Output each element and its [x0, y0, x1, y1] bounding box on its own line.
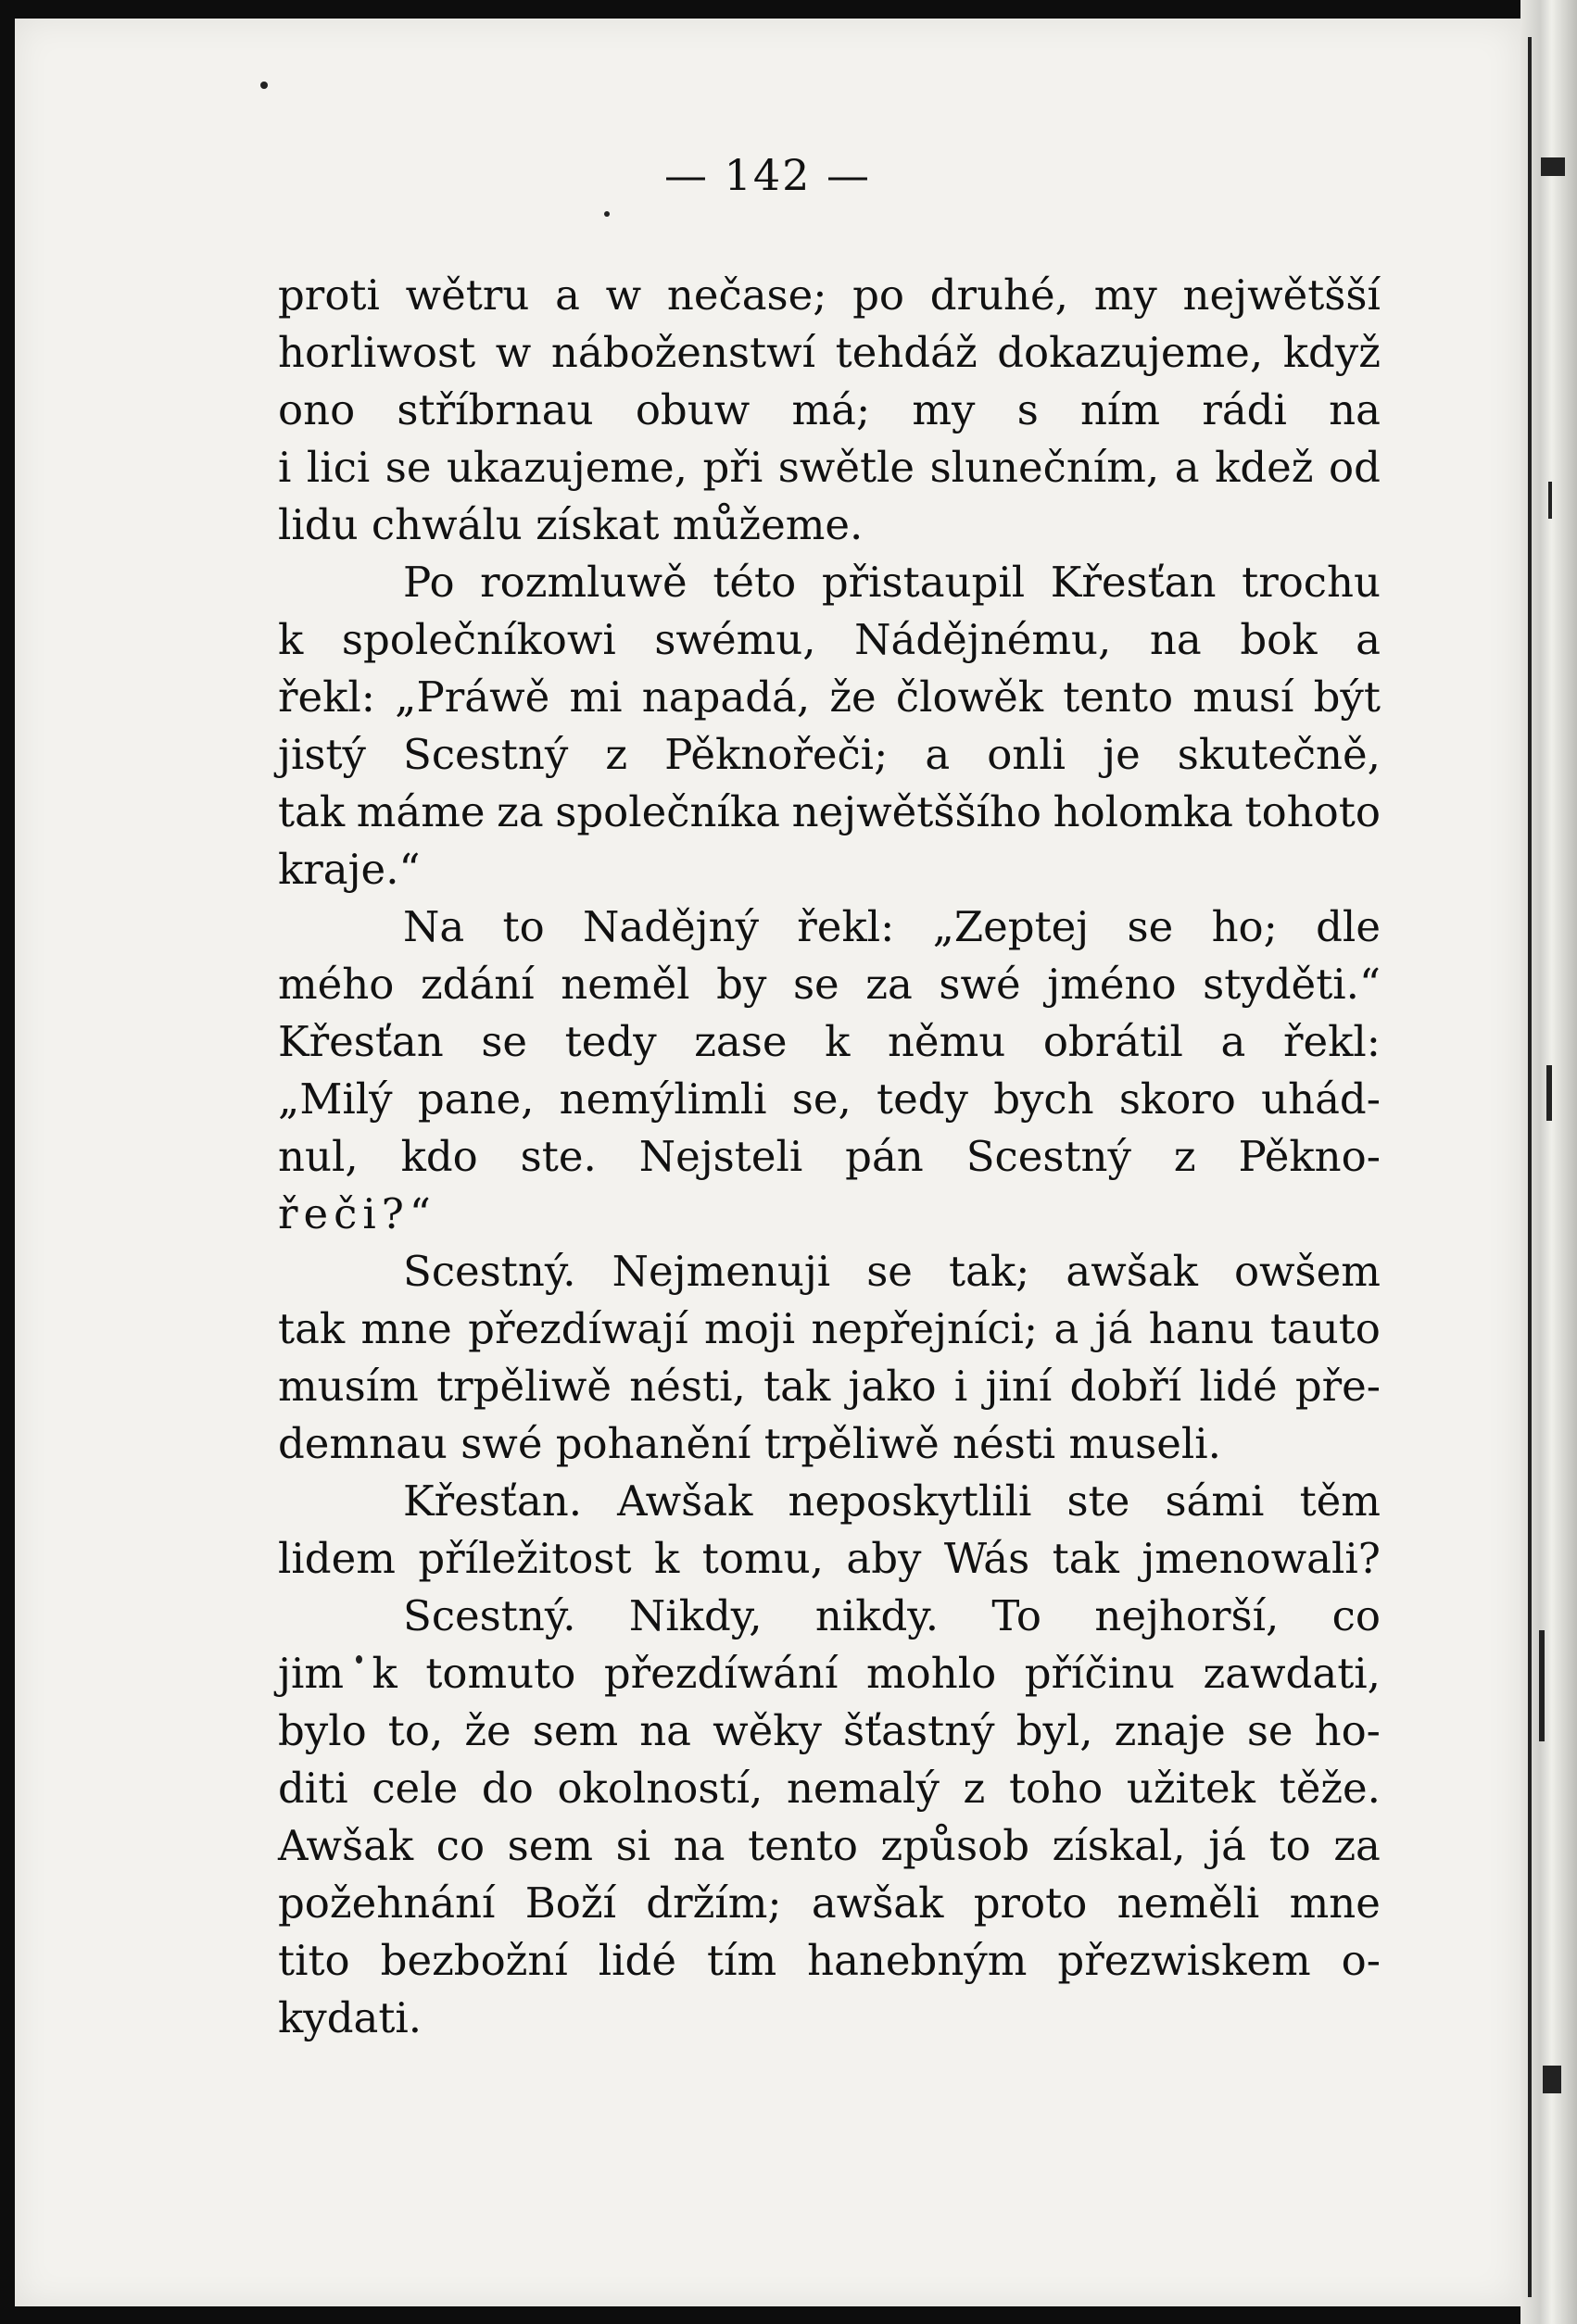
word: přezdíwají: [468, 1304, 688, 1353]
word: sámi: [1165, 1476, 1265, 1526]
word: Pěkno-: [1238, 1132, 1381, 1181]
text-line: [278, 1415, 1381, 1473]
word: Nadějný: [583, 902, 759, 951]
word: byl,: [1016, 1706, 1093, 1755]
word: Scestný: [403, 730, 569, 779]
word: Křesťan: [1050, 558, 1217, 607]
word: my: [912, 385, 976, 434]
text-line: [278, 1243, 1381, 1300]
word: Po: [403, 558, 455, 607]
word: držím;: [646, 1878, 782, 1928]
text-line: [278, 1702, 1381, 1760]
word: Wás: [943, 1534, 1030, 1583]
word: k: [278, 615, 304, 664]
word: ho-: [1314, 1706, 1381, 1755]
word: tohoto: [1244, 787, 1381, 836]
word: nepřejníci;: [811, 1304, 1039, 1353]
word: bych: [993, 1074, 1094, 1124]
word: w: [495, 328, 532, 377]
word: tak: [278, 1304, 346, 1353]
word: bezbožní: [380, 1936, 568, 1985]
word: pře-: [1294, 1362, 1381, 1411]
word: když: [1282, 328, 1381, 377]
word: z: [605, 730, 628, 779]
word: owšem: [1233, 1247, 1381, 1296]
word: jim: [278, 1649, 345, 1698]
page-edge-strip: [1520, 0, 1577, 2324]
text-line: [278, 324, 1381, 382]
text-line-content: lidu chwálu získat můžeme.: [278, 500, 864, 549]
word: musí: [1192, 672, 1294, 722]
word: jako: [848, 1362, 937, 1411]
word: těže.: [1279, 1764, 1381, 1813]
word: tauto: [1269, 1304, 1381, 1353]
word: nul,: [278, 1132, 359, 1181]
word: by: [716, 960, 767, 1009]
word: tento: [1063, 672, 1174, 722]
word: tak: [763, 1362, 831, 1411]
word: šťastný: [842, 1706, 995, 1755]
word: se: [866, 1247, 913, 1296]
word: trpěliwě: [436, 1362, 612, 1411]
word: znaje: [1114, 1706, 1226, 1755]
word: Pěknořeči;: [664, 730, 889, 779]
word: bok: [1240, 615, 1318, 664]
word: swé: [939, 960, 1021, 1009]
word: já: [1208, 1821, 1246, 1870]
word: za: [497, 787, 544, 836]
word: wětru: [405, 270, 530, 320]
text-line: [278, 1358, 1381, 1415]
word: wěky: [713, 1706, 822, 1755]
word: náboženstwí: [550, 328, 816, 377]
word: diti: [278, 1764, 348, 1813]
word: této: [713, 558, 797, 607]
word: i: [953, 1362, 968, 1411]
edge-line: [1528, 37, 1532, 2297]
word: neposkytlili: [788, 1476, 1032, 1526]
word: proto: [973, 1878, 1088, 1928]
word: na: [673, 1821, 725, 1870]
word: nikdy.: [814, 1591, 940, 1640]
word: jméno: [1047, 960, 1177, 1009]
word: já: [1094, 1304, 1133, 1353]
text-line: [278, 554, 1381, 611]
word: trochu: [1242, 558, 1381, 607]
word: bylo: [278, 1706, 367, 1755]
word: a: [1356, 615, 1381, 664]
word: se: [385, 443, 432, 492]
word: sem: [532, 1706, 619, 1755]
text-line-content: kraje.“: [278, 845, 421, 894]
word: nemýlimli: [559, 1074, 767, 1124]
word: člowěk: [895, 672, 1043, 722]
word: nejhorší,: [1094, 1591, 1280, 1640]
word: němu: [887, 1017, 1006, 1066]
word: Scestný: [965, 1132, 1131, 1181]
word: „Práwě: [395, 672, 550, 722]
word: se: [1127, 902, 1174, 951]
word: zawdati,: [1203, 1649, 1381, 1698]
word: společníka: [555, 787, 780, 836]
word: na: [1329, 385, 1381, 434]
word: „Milý: [278, 1074, 393, 1124]
word: musím: [278, 1362, 419, 1411]
word: lidem: [278, 1534, 396, 1583]
text-line: [278, 1990, 1381, 2047]
word: o-: [1341, 1936, 1381, 1985]
word: k: [654, 1534, 680, 1583]
word: ho;: [1211, 902, 1278, 951]
word: dobří: [1069, 1362, 1182, 1411]
word: řekl:: [797, 902, 895, 951]
word: to: [1268, 1821, 1311, 1870]
word: proti: [278, 270, 380, 320]
word: uhád-: [1261, 1074, 1381, 1124]
word: nemalý: [786, 1764, 940, 1813]
word: mohlo: [865, 1649, 997, 1698]
word: stříbrnau: [397, 385, 594, 434]
word: pán: [845, 1132, 924, 1181]
word: nésti,: [629, 1362, 746, 1411]
text-line-content: kydati.: [278, 1993, 423, 2042]
word: hanu: [1148, 1304, 1255, 1353]
word: Nejsteli: [638, 1132, 803, 1181]
word: od: [1328, 443, 1381, 492]
word: za: [865, 960, 913, 1009]
word: co: [1331, 1591, 1381, 1640]
word: zdání: [420, 960, 535, 1009]
word: nejwětššího: [791, 787, 1042, 836]
word: swětle: [777, 443, 915, 492]
word: napadá,: [641, 672, 811, 722]
word: tak;: [948, 1247, 1030, 1296]
word: Na: [403, 902, 465, 951]
text-line: [278, 669, 1381, 726]
word: přezwiskem: [1057, 1936, 1311, 1985]
word: Nádějnému,: [854, 615, 1112, 664]
word: tak: [278, 787, 346, 836]
word: Scestný.: [403, 1591, 576, 1640]
word: tomuto: [425, 1649, 576, 1698]
edge-mark: [1539, 1630, 1545, 1741]
word: po: [852, 270, 905, 320]
word: příčinu: [1024, 1649, 1175, 1698]
word: moji: [704, 1304, 796, 1353]
word: Boží: [524, 1878, 616, 1928]
word: styděti.“: [1203, 960, 1381, 1009]
word: my: [1093, 270, 1157, 320]
word: při: [702, 443, 763, 492]
word: tehdáž: [835, 328, 978, 377]
word: k: [372, 1649, 397, 1698]
word: a: [1174, 443, 1200, 492]
word: i: [278, 443, 292, 492]
word: Křesťan.: [403, 1476, 583, 1526]
word: se,: [791, 1074, 852, 1124]
word: obuw: [635, 385, 751, 434]
word: ukazujeme,: [447, 443, 688, 492]
word: nejwětšší: [1182, 270, 1381, 320]
text-line-content: řeči?“: [278, 1189, 436, 1238]
body-text: [278, 267, 1381, 2047]
word: požehnání: [278, 1878, 496, 1928]
word: tomu,: [701, 1534, 824, 1583]
text-line: [278, 898, 1381, 956]
word: jmenowali?: [1142, 1534, 1381, 1583]
word: to,: [387, 1706, 444, 1755]
text-line-content: demnau swé pohanění trpěliwě nésti museli.: [278, 1419, 1221, 1468]
book-page: [15, 19, 1520, 2306]
word: ste: [1066, 1476, 1130, 1526]
word: mého: [278, 960, 395, 1009]
word: má;: [791, 385, 871, 434]
word: okolností,: [557, 1764, 763, 1813]
word: z: [1173, 1132, 1196, 1181]
text-line: [278, 1473, 1381, 1530]
word: neměli: [1117, 1878, 1260, 1928]
word: je: [1103, 730, 1141, 779]
text-line: [278, 1071, 1381, 1128]
word: swému,: [654, 615, 816, 664]
word: lidé: [598, 1936, 676, 1985]
word: sem: [507, 1821, 594, 1870]
word: mne: [1289, 1878, 1381, 1928]
word: slunečním,: [929, 443, 1160, 492]
text-line: [278, 1817, 1381, 1875]
word: s: [1016, 385, 1039, 434]
word: k: [825, 1017, 851, 1066]
text-line: [278, 267, 1381, 324]
word: a: [1053, 1304, 1079, 1353]
word: lici: [306, 443, 371, 492]
word: Křesťan: [278, 1017, 444, 1066]
word: neměl: [561, 960, 690, 1009]
word: mi: [569, 672, 623, 722]
word: na: [1149, 615, 1202, 664]
text-line: [278, 1300, 1381, 1358]
word: do: [481, 1764, 534, 1813]
word: za: [1333, 1821, 1381, 1870]
word: aby: [846, 1534, 922, 1583]
edge-mark: [1548, 482, 1552, 519]
word: druhé,: [929, 270, 1068, 320]
text-line: [278, 496, 1381, 554]
text-line: [278, 1013, 1381, 1071]
word: toho: [1008, 1764, 1104, 1813]
word: hanebným: [807, 1936, 1028, 1985]
word: tento: [748, 1821, 858, 1870]
word: To: [991, 1591, 1042, 1640]
word: se: [481, 1017, 528, 1066]
text-line: [278, 1128, 1381, 1186]
word: to: [502, 902, 545, 951]
word: že: [464, 1706, 511, 1755]
word: Nikdy,: [628, 1591, 763, 1640]
word: těm: [1299, 1476, 1381, 1526]
word: dokazujeme,: [997, 328, 1264, 377]
word: přezdíwání: [603, 1649, 839, 1698]
word: a: [925, 730, 951, 779]
word: rozmluwě: [480, 558, 688, 607]
word: ono: [278, 385, 356, 434]
word: nečase;: [666, 270, 827, 320]
word: být: [1313, 672, 1381, 722]
text-line: [278, 1932, 1381, 1990]
text-line: [278, 956, 1381, 1013]
text-line: [278, 1760, 1381, 1817]
word: přistaupil: [821, 558, 1026, 607]
edge-mark: [1546, 1065, 1552, 1121]
word: způsob: [880, 1821, 1030, 1870]
word: Awšak: [617, 1476, 753, 1526]
word: rádi: [1202, 385, 1287, 434]
text-line: [278, 1588, 1381, 1645]
word: ste.: [520, 1132, 597, 1181]
word: pane,: [417, 1074, 535, 1124]
word: awšak: [811, 1878, 944, 1928]
text-line: [278, 1645, 1381, 1702]
edge-mark: [1543, 2066, 1561, 2093]
word: horliwost: [278, 328, 476, 377]
word: Scestný.: [403, 1247, 576, 1296]
word: tito: [278, 1936, 350, 1985]
word: tím: [706, 1936, 777, 1985]
text-line: [278, 1875, 1381, 1932]
word: tedy: [564, 1017, 657, 1066]
word: Nejmenuji: [612, 1247, 831, 1296]
word: máme: [356, 787, 486, 836]
word: „Zeptej: [932, 902, 1090, 951]
word: získal,: [1052, 1821, 1186, 1870]
word: příležitost: [418, 1534, 632, 1583]
word: zase: [694, 1017, 788, 1066]
word: na: [639, 1706, 692, 1755]
word: onli: [987, 730, 1066, 779]
word: že: [829, 672, 877, 722]
paper-speck: [260, 82, 268, 89]
page-number-header: — 142 —: [663, 150, 872, 200]
word: obrátil: [1042, 1017, 1183, 1066]
paper-speck: [604, 211, 610, 217]
text-line: [278, 611, 1381, 669]
word: tak: [1052, 1534, 1119, 1583]
word: se: [1246, 1706, 1293, 1755]
word: awšak: [1066, 1247, 1198, 1296]
word: kdo: [400, 1132, 478, 1181]
text-line: [278, 784, 1381, 841]
word: holomka: [1053, 787, 1233, 836]
word: z: [963, 1764, 986, 1813]
edge-mark: [1541, 157, 1565, 176]
text-line: [278, 726, 1381, 784]
word: užitek: [1126, 1764, 1255, 1813]
word: mne: [360, 1304, 452, 1353]
word: lidé: [1199, 1362, 1278, 1411]
word: jiní: [985, 1362, 1053, 1411]
word: ním: [1080, 385, 1161, 434]
word: dle: [1316, 902, 1381, 951]
text-line: [278, 439, 1381, 496]
word: Awšak: [278, 1821, 414, 1870]
word: tedy: [877, 1074, 968, 1124]
word: společníkowi: [341, 615, 616, 664]
word: skutečně,: [1177, 730, 1381, 779]
word: a: [1220, 1017, 1246, 1066]
word: se: [792, 960, 839, 1009]
word: skoro: [1118, 1074, 1236, 1124]
word: kdež: [1215, 443, 1314, 492]
word: a: [555, 270, 580, 320]
word: si: [615, 1821, 651, 1870]
text-line: [278, 841, 1381, 898]
word: řekl:: [1282, 1017, 1381, 1066]
word: co: [435, 1821, 486, 1870]
text-line: [278, 1530, 1381, 1588]
text-line: [278, 382, 1381, 439]
text-line: [278, 1186, 1381, 1243]
word: cele: [372, 1764, 459, 1813]
word: řekl:: [278, 672, 375, 722]
word: jistý: [278, 730, 366, 779]
word: w: [605, 270, 642, 320]
